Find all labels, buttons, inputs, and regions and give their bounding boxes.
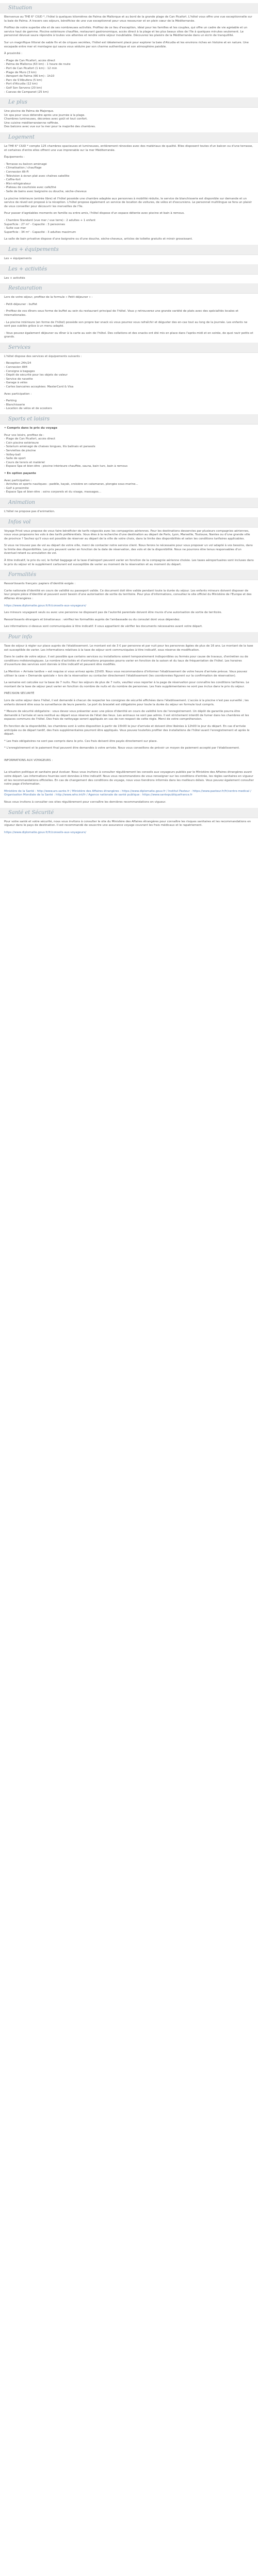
paragraph: L'hôtel ne propose pas d'animation. <box>4 510 55 513</box>
paragraph: Bienvenue au THE 6° CIUD *, l'hôtel à quelques kilomètres de Palma de Mallorque et au bord de la grande plage de Can Picafort. L'hôtel vous offre une vue exceptionnelle sur la baie de Palma. A travers ses séjours, bénéficiez de une vue exceptionnel pour vous ressourcer et en plein cœur de la Méditerranée. <box>4 15 252 23</box>
restauration-header <box>0 283 258 294</box>
paragraph: Avec participation : <box>4 392 32 396</box>
paragraph: Profitez de notre superbe site et de ses nombreuses activités. Profitez de ce lieu d'exception, idéal pour les familles et les couples, qui offre un cadre de vie agréable et un service haut de gamme. Piscine extérieure chauffée, restaurant gastronomique, accès direct à la plage et les plus beaux sites de l'île à quelques minutes seulement. Le personnel dévoué saura répondre à toutes vos attentes et rendre votre séjour inoubliable. Découvrez les plaisirs de la Méditerranée dans un écrin de tranquillité. <box>4 26 248 38</box>
section-title: Animation <box>8 499 35 505</box>
paragraph: Carte nationale d'identité en cours de validité ou passeport valide. Ce document doit être valide pendant toute la durée du séjour. Les enfants mineurs doivent disposer de leur propre pièce d'identité et peuvent avoir besoin d'une autorisation de sortie du territoire. Pour plus d'informations, consultez le site officiel du Ministère de l'Europe et des Affaires étrangères : <box>4 589 252 601</box>
paragraph: - Petit-déjeuner : buffet <box>4 302 38 306</box>
activites-header <box>0 264 258 275</box>
services-header <box>0 343 258 353</box>
sante-link[interactable]: https://www.diplomatie.gouv.fr/fr/conseils-aux-voyageurs/ <box>4 831 86 834</box>
paragraph: Sur un magnifique littoral de sable fin et de criques secrètes, l'hôtel est idéalement placé pour explorer la baie d'Alcudia et les environs riches en histoire et en nature. Une escapade entre mer et montagne qui saura vous séduire par son charme authentique et son atmosphère paisible. <box>4 41 249 48</box>
list-item: - Golf à proximité <box>4 486 29 490</box>
section-title: Infos vol <box>8 519 31 525</box>
plus-header <box>0 97 258 108</box>
paragraph: La salle de bain privative dispose d'une baignoire ou d'une douche, sèche-cheveux, articles de toilette gratuits et miroir grossissant. <box>4 238 193 241</box>
spacer <box>4 766 254 771</box>
list-item: - Plage de Muro (3 km) <box>4 71 37 74</box>
infos-vol-section <box>0 517 258 567</box>
list-item: - Espace Spa et bien-être : soins corporels et du visage, massages... <box>4 490 102 494</box>
list-item: - Mini-réfrigérateur <box>4 182 31 185</box>
restauration-section <box>0 283 258 340</box>
list-item: - Blanchisserie <box>4 403 25 406</box>
list-item: - Port d'Alcudia (12 km) <box>4 82 38 86</box>
section-title: Le plus <box>8 99 27 106</box>
health-links[interactable]: Ministère de la Santé : http://www.ars.sante.fr / Ministère des Affaires étrangères : https://www.diplomatie.gouv.fr / Institut Pasteur : https://www.pasteur.fr/fr/centre-medical / Organisation Mondiale de la Santé : http://www.who.int/fr / Agence nationale de santé publique : https://www.santepubliquefrance.fr <box>4 789 251 797</box>
spacer <box>4 754 254 759</box>
list-item: - Cours de tennis et matériel <box>4 461 45 464</box>
paragraph: - Profitez de vos dîners sous forme de buffet au sein du restaurant principal de l'hôtel. Vous y retrouverez une grande variété de plats avec des spécialités locales et internationales. <box>4 310 238 317</box>
paragraph: Voyage Privé vous propose de vous faire bénéficier de tarifs négociés avec les compagnies aériennes. Pour les destinations desservies par plusieurs compagnies aériennes, nous vous proposons les vols à des tarifs préférentiels. Vous êtes à la recherche d'une destination au départ de Paris, Lyon, Marseille, Toulouse, Nantes ou d'une grande ville de province ? Sachez qu'il vous est possible de réserver au départ de la ville de votre choix, dans la limite des disponibilités et selon les conditions tarifaires applicables. <box>4 529 250 540</box>
paragraph: La semaine est calculée sur la base de 7 nuits. Pour les séjours de plus de 7 nuits, veuillez vous reporter à la page de réservation pour connaître les conditions tarifaires. Le montant de la taxe de séjour peut varier en fonction du nombre de nuits et du nombre de personnes. Les frais supplémentaires ne sont pas inclus dans le prix du séjour. <box>4 681 249 688</box>
subheading: • En option payante <box>4 471 36 475</box>
pour-info-section <box>0 632 258 805</box>
paragraph: - La piscine intérieure (en forme de l'hôtel) possède son propre bar snack où vous pourrez vous rafraîchir et déguster des en-cas tout au long de la journée. Les enfants ne sont pas oubliés grâce à un menu adapté. <box>4 320 248 328</box>
list-item: Des balcons avec vue sur la mer pour la majorité des chambres. <box>4 125 96 129</box>
paragraph: Dans le cadre de votre séjour, il est possible que certains services ou installations soient temporairement indisponibles ou fermés pour cause de travaux, d'entretien ou de conditions météorologiques. Le nombre d'activités et d'animations proposées pourra varier en fonction de la saison et du taux de fréquentation de l'hôtel. Les horaires d'ouverture des services sont donnés à titre indicatif et peuvent être modifiés. <box>4 655 248 667</box>
section-title: Sports et loisirs <box>8 416 50 422</box>
pour-info-header <box>0 632 258 642</box>
paragraph: Ressortissants français: papiers d'identité exigés : <box>4 582 76 586</box>
plus-list <box>4 110 254 129</box>
paragraph: À proximité : <box>4 52 23 56</box>
paragraph: L'hôtel dispose des services et équipements suivants : <box>4 354 82 358</box>
list-item: - Connexion Wifi <box>4 366 27 369</box>
sports-section <box>0 414 258 495</box>
list-item: Superficie : 34 m² - Capacité : 3 adultes maximum <box>4 230 76 234</box>
paragraph: Si vous ne trouvez pas de vol au départ de votre ville, merci de contacter notre service client. Nous ferons le nécessaire pour vous proposer un vol adapté à vos besoins, dans la limite des disponibilités. Les prix peuvent varier en fonction de la date de réservation, des vols et de la disponibilité. Nous ne pourrons être tenus responsables d'un éventuel retard ou annulation de vol. <box>4 544 253 555</box>
list-item: - Dépôt de sécurité pour les objets de valeur <box>4 374 68 377</box>
list-item: - Palma de Mallorca (63 km) : 1 heure de route <box>4 63 71 66</box>
section-title: Pour info <box>8 634 33 640</box>
list-item: - Coffre-fort <box>4 178 21 182</box>
list-item: Une cuisine méditerranéenne raffinée. <box>4 121 59 125</box>
list-item: - Plage de Can Picafort, accès direct <box>4 437 56 441</box>
formalites-header <box>0 570 258 580</box>
animation-section <box>0 498 258 514</box>
list-item: - Terrasse ou balcon aménagé <box>4 162 47 166</box>
paragraph: Les + équipements <box>4 257 32 260</box>
paragraph: * Mesure de sécurité obligatoire : vous devez vous présenter avec une pièce d'identité en cours de validité lors de l'enregistrement. Un dépôt de garantie pourra être demandé à l'arrivée et sera restitué au départ sous réserve de l'état des lieux. Les animaux ne sont pas admis. Il est strictement interdit de fumer dans les chambres et les espaces communs de l'hôtel. Des frais de nettoyage seront appliqués en cas de non-respect de cette règle. Merci de votre compréhension. <box>4 710 249 721</box>
situation-header <box>0 3 258 13</box>
paragraph: Les mineurs voyageant seuls ou avec une personne ne disposant pas de l'autorité parentale doivent être munis d'une autorisation de sortie de territoire. <box>4 611 222 615</box>
services-section <box>0 343 258 411</box>
services-list <box>4 362 254 389</box>
paid-services-list <box>4 399 254 411</box>
list-item: - Plage de Can Picafort, accès direct <box>4 59 56 62</box>
paragraph: Pour passer d'agréables moments en famille ou entre amis, l'hôtel dispose d'un espace détente avec piscine et bain à remous. <box>4 212 185 215</box>
activites-section <box>0 264 258 281</box>
list-item: - Volley-ball <box>4 453 21 456</box>
paragraph: Nous vous invitons à consulter ces sites régulièrement pour connaître les dernières recommandations en vigueur. <box>4 801 166 804</box>
paragraph: * L'enregistrement et le paiement final peuvent être demandés à votre arrivée. Nous vous conseillons de prévoir un moyen de paiement accepté par l'établissement. <box>4 747 240 750</box>
paragraph: Les + activités <box>4 276 25 280</box>
list-item: - Garage à vélos <box>4 381 28 385</box>
list-item: - Connexion Wi-Fi <box>4 171 29 174</box>
paragraph: Équipements : <box>4 156 25 159</box>
paragraph: Le THE 6° CIUD * compte 125 chambres spacieuses et lumineuses, entièrement rénovées avec des matériaux de qualité. Elles disposent toutes d'un balcon ou d'une terrasse, et certaines d'entre elles offrent une vue imprenable sur la mer Méditerranée. <box>4 145 253 152</box>
formalites-section <box>0 570 258 629</box>
list-item: Un spa pour vous détendre après une journée à la plage. <box>4 113 85 117</box>
section-title: Les + activités <box>8 266 47 272</box>
room-list <box>4 219 254 234</box>
paragraph: Les informations ci-dessus sont communiquées à titre indicatif. Il vous appartient de vérifier les documents nécessaires avant votre départ. <box>4 625 203 629</box>
paragraph: En fonction de la disponibilité, les chambres sont à votre disposition à partir de 15h00 le jour d'arrivée et doivent être libérées à 12h00 le jour du départ. En cas d'arrivée anticipée ou de départ tardif, des frais supplémentaires pourront être appliqués. Vous pouvez toutefois profiter des installations de l'hôtel avant l'enregistrement et après le départ. <box>4 724 250 736</box>
subheading: • Compris dans le prix du voyage <box>4 427 58 430</box>
logement-section <box>0 132 258 242</box>
list-item: - Consigne à bagages <box>4 369 35 373</box>
list-item: - Service de navette <box>4 377 33 381</box>
list-item: - Coin piscine extérieure <box>4 441 39 445</box>
list-item: Avec participation : <box>4 479 32 482</box>
list-item: - Serviettes de piscine <box>4 449 36 452</box>
paragraph: À titre indicatif, le prix du vol, le forfait baggage et la taxe d'aéroport peuvent varier en fonction de la compagnie aérienne choisie. Les taxes aéroportuaires sont incluses dans le prix du séjour et le supplément carburant est susceptible de varier au moment de la réservation et au moment du départ. <box>4 559 254 566</box>
list-item: - Cuevas de Campanet (25 km) <box>4 90 49 94</box>
list-item: - Cartes bancaires acceptées: MasterCard & Visa <box>4 385 74 389</box>
section-title: Situation <box>8 5 33 11</box>
section-title: Formalités <box>8 572 37 578</box>
list-item: - Suite vue mer <box>4 227 26 230</box>
situation-section <box>0 3 258 94</box>
paragraph: La situation politique et sanitaire peut évoluer. Nous vous invitons à consulter régulièrement les conseils aux voyageurs publiés par le Ministère des Affaires étrangères avant votre départ. Les informations fournies sont données à titre indicatif. Nous vous recommandons de vous renseigner sur les conditions d'entrée, les règles sanitaires en vigueur et les recommandations officielles. En cas de changement des conditions de voyage, nous vous tiendrons informés dans les meilleurs délais. Vous pouvez également consulter notre page d'information. <box>4 771 254 786</box>
list-item: - Activités et sports nautiques : paddle, kayak, croisière en catamaran, plongée sous-marine... <box>4 483 138 486</box>
sante-section <box>0 808 258 835</box>
list-item: - Aéroport de Palma (66 km) : 1h10 <box>4 75 55 78</box>
list-item: - Port de Can Picafort (1 km) : 12 min <box>4 66 57 70</box>
section-title: Logement <box>8 134 35 141</box>
logement-header <box>0 132 258 143</box>
paragraph: Pour votre santé et votre sécurité, nous vous invitons à consulter le site du Ministère des Affaires étrangères pour connaître les risques sanitaires et les recommandations en vigueur dans le pays de destination. Il est recommandé de souscrire une assurance voyage couvrant les frais médicaux et le rapatriement. <box>4 820 251 827</box>
section-title: Restauration <box>8 285 42 292</box>
section-title: Services <box>8 344 31 350</box>
proximity-list <box>4 59 254 94</box>
list-item: - Parking <box>4 399 17 403</box>
paragraph: PRÉCISION SÉCURITÉ <box>4 692 35 696</box>
paragraph: INFORMATIONS AUX VOYAGEURS : <box>4 758 53 762</box>
paragraph: Taxe de séjour à régler sur place auprès de l'établissement. Le montant est de 3 € par personne et par nuit pour les personnes âgées de plus de 16 ans. Le montant de la taxe est susceptible de varier. Les informations relatives à la taxe de séjour sont communiquées à titre indicatif, sous réserve de modification. <box>4 645 253 652</box>
list-item: - Location de vélos et de scooters <box>4 407 52 411</box>
list-item: - Golf Son Servera (20 km) <box>4 86 42 90</box>
paragraph: La piscine intérieure (entrée libre) et l'hôtel possède une chambre adaptée aux personnes à mobilité réduite, le service de blanchisserie est disponible sur demande et un service de réveil est proposé à la réception. L'hôtel propose également un service de location de voitures, de vélos et d'excursions. Le personnel multilingue se fera un plaisir de vous conseiller pour découvrir les merveilles de l'île. <box>4 197 252 208</box>
infos-vol-header <box>0 517 258 528</box>
section-title: Les + équipements <box>8 246 59 252</box>
list-item: - Climatisation / chauffage <box>4 166 42 170</box>
included-activities-list <box>4 434 254 469</box>
list-item: - Salle de sport <box>4 457 26 461</box>
animation-header <box>0 498 258 508</box>
list-item: Une piscine de Palma de Majorque. <box>4 110 54 113</box>
sante-header <box>0 808 258 818</box>
equipements-header <box>0 245 258 255</box>
list-item: - Plateau de courtoisie avec café/thé <box>4 186 56 190</box>
list-item: Superficie : 27 m² - Capacité : 3 personnes <box>4 223 66 226</box>
equipment-list <box>4 163 254 194</box>
page <box>0 0 258 838</box>
plus-section <box>0 97 258 129</box>
paragraph: * Les frais obligatoires ne sont pas compris dans le prix. Ces frais doivent être payés directement sur place. <box>4 739 158 743</box>
paragraph: - Vous pouvez également déjeuner ou dîner à la carte au sein de l'hôtel. Des collations et des snacks ont été mis en place dans l'après-midi et en soirée, de quoi ravir petits et grands. <box>4 331 253 339</box>
list-item: - Salle de bains avec baignoire ou douche, sèche-cheveux <box>4 190 87 193</box>
list-item: - Télévision à écran plat avec chaînes satellite <box>4 174 70 178</box>
list-item: - Chambre Standard (vue mer / vue terre) : 2 adultes + 1 enfant <box>4 218 95 222</box>
paragraph: Lors de votre séjour dans l'hôtel, il est demandé à chacun de respecter les consignes de sécurité affichées dans l'établissement. L'accès à la piscine n'est pas surveillé ; les enfants doivent être sous la surveillance de leurs parents. Le port du bracelet est obligatoire pour toute la durée du séjour en formule tout compris. <box>4 699 249 706</box>
paragraph: Ressortissants étrangers et binationaux : vérifiez les formalités auprès de l'ambassade ou du consulat dont vous dépendez. <box>4 618 181 621</box>
diplomatie-link[interactable]: https://www.diplomatie.gouv.fr/fr/conseils-aux-voyageurs/ <box>4 604 86 607</box>
paragraph: Lors de votre séjour, profitez de la formule « Petit déjeuner » : <box>4 296 93 299</box>
sports-header <box>0 414 258 425</box>
list-item: - Espace Spa et bien-être : piscine intérieure chauffée, sauna, bain turc, bain à remous <box>4 465 128 468</box>
paragraph: La Mention « Arrivée tardive » est requise si vous arrivez après 22h00. Nous vous recommandons d'informer l'établissement de votre heure d'arrivée prévue. Vous pouvez utiliser la case « Demande spéciale » lors de la réservation ou contacter directement l'établissement (les coordonnées figurent sur la confirmation de réservation). <box>4 670 247 677</box>
list-item: - Parc de S'Albufera (5 km) <box>4 78 42 82</box>
section-title: Santé et Sécurité <box>8 809 54 816</box>
paid-activities-list <box>4 479 254 495</box>
equipements-section <box>0 245 258 261</box>
list-item: - Réception 24h/24 <box>4 362 31 365</box>
list-item: - Solarium aménagé de chaises longues, lits balinais et parasols <box>4 445 95 449</box>
list-item: Pour vos loisirs, profitez de : <box>4 433 44 437</box>
list-item: Chambres lumineuses, décorées avec goût et tout confort. <box>4 117 88 121</box>
